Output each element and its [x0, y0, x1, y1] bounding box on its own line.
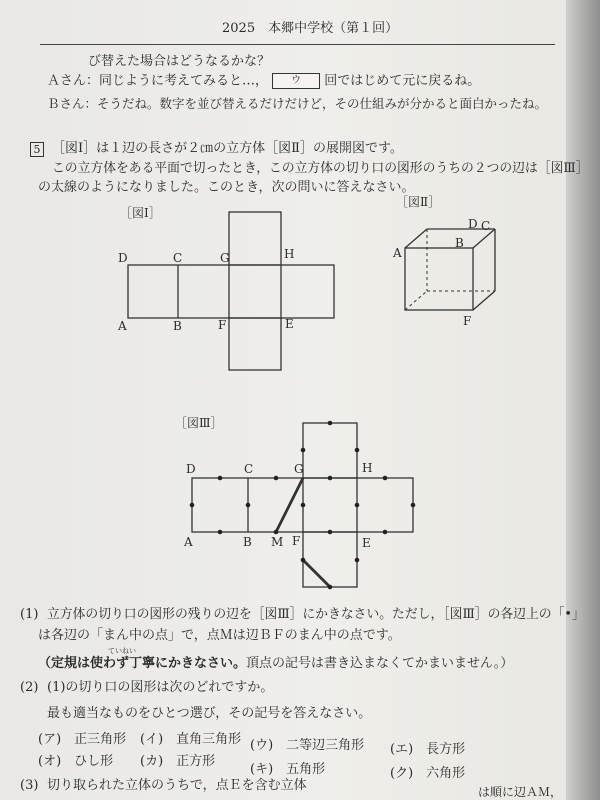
q1-line-2: は各辺の「まん中の点」で，点Ｍは辺ＢＦのまん中の点です。 [38, 628, 401, 643]
fig3-label-b: B [243, 535, 252, 549]
midpoint-dot [301, 448, 306, 453]
answer-box-u: ウ [272, 73, 320, 89]
prev-line-2b: 回ではじめて元に戻るね。 [324, 73, 481, 89]
fig2-label-a: A [393, 246, 402, 260]
midpoint-dot [218, 530, 223, 535]
fig1-label-a: A [118, 319, 127, 333]
fig3-label-a: A [184, 535, 193, 549]
fig1-strip [128, 265, 334, 318]
fig2-hidden-edge [405, 291, 427, 310]
problem-line-1: ［図Ⅰ］は１辺の長さが２㎝の立方体［図Ⅱ］の展開図です。 [52, 141, 403, 156]
midpoint-dot [328, 476, 333, 481]
q2-option: (オ) ひし形 [38, 754, 114, 769]
midpoint-dot [328, 585, 333, 590]
fig2-label-c: C [481, 219, 491, 233]
midpoint-dot [355, 558, 360, 563]
q1-ruby: ていねい [108, 647, 136, 655]
midpoint-dot [383, 476, 388, 481]
fig1-bottom-face [229, 318, 281, 370]
fig2-edge [473, 291, 495, 310]
q2-option: (イ) 直角三角形 [140, 732, 242, 747]
problem-line-3: の太線のようになりました。このとき，次の問いに答えなさい。 [38, 180, 415, 195]
fig1-label-c: C [173, 251, 183, 265]
fig2-cube [405, 229, 495, 310]
q1-line-3-bold: （定規は使わず丁寧にかきなさい。 [38, 656, 247, 671]
midpoint-dot [411, 503, 416, 508]
q1-line-1: 立方体の切り口の図形の残りの辺を［図Ⅲ］にかきなさい。ただし，［図Ⅲ］の各辺上の「•」 [47, 607, 585, 622]
fig1-label-e: E [285, 317, 294, 331]
fig1-top-face [229, 212, 281, 265]
fig2-label-f: F [463, 314, 472, 328]
midpoint-dot [218, 476, 223, 481]
q2-number: (2) [20, 680, 39, 695]
fig3-label-m: M [271, 535, 284, 549]
fig2-edge [405, 229, 427, 248]
midpoint-dot [328, 530, 333, 535]
fig3-label-g: G [294, 462, 304, 476]
fig3-bottom-face [303, 532, 357, 587]
q3-number: (3) [20, 778, 39, 793]
q2-option: (カ) 正方形 [140, 754, 216, 769]
fig3-top-face [303, 423, 357, 478]
midpoint-dot [301, 503, 306, 508]
fig3-label-f: F [292, 534, 301, 548]
cut-line-1 [276, 478, 303, 532]
q2-option: (ア) 正三角形 [38, 732, 127, 747]
q2-option: (エ) 長方形 [390, 742, 466, 757]
midpoint-dot [355, 503, 360, 508]
q2-line-2: 最も適当なものをひとつ選び，その記号を答えなさい。 [47, 706, 372, 721]
prev-line-2a: Ａさん：同じように考えてみると…， [47, 73, 269, 89]
fig3-label-c: C [244, 462, 254, 476]
prev-line-3: Ｂさん：そうだね。数字を並び替えるだけだけど，その仕組みが分かると面白かったね。 [47, 96, 548, 111]
fig1-net [128, 212, 334, 370]
cut-line-2 [303, 560, 330, 587]
q2-line-1: (1)の切り口の図形は次のどれですか。 [47, 680, 274, 695]
fig3-label-h: H [362, 461, 373, 475]
q2-option: (キ) 五角形 [250, 762, 326, 777]
midpoint-dot [246, 503, 251, 508]
fig3-caption: ［図Ⅲ］ [175, 416, 223, 430]
q2-option: (ク) 六角形 [390, 766, 466, 781]
q2-option: (ウ) 二等辺三角形 [250, 738, 365, 753]
fig1-label-f: F [218, 318, 227, 332]
midpoint-dot [274, 476, 279, 481]
fig3-label-d: D [186, 462, 196, 476]
fig1-label-g: G [220, 251, 230, 265]
midpoint-dot [328, 421, 333, 426]
page-header: 2025 本郷中学校（第１回） [222, 21, 399, 36]
q3-tail: は順に辺ＡＭ， [478, 785, 563, 799]
fig1-label-h: H [284, 247, 295, 261]
q1-number: (1) [20, 607, 39, 622]
midpoint-dot [383, 530, 388, 535]
midpoint-dot [301, 558, 306, 563]
q1-line-3-rest: 頂点の記号は書き込まなくてかまいません。） [246, 656, 514, 671]
midpoint-m [274, 530, 279, 535]
fig3-label-e: E [362, 536, 371, 550]
fig2-label-d: D [468, 217, 478, 231]
q3-line-1: 切り取られた立体のうちで，点Ｅを含む立体 [47, 778, 307, 793]
fig2-caption: ［図Ⅱ］ [396, 195, 441, 209]
problem-number: 5 [30, 142, 44, 157]
q1-line-3 [38, 656, 513, 672]
midpoint-dot [190, 503, 195, 508]
fig2-label-b: B [455, 236, 464, 250]
problem-line-2: この立方体をある平面で切ったとき，この立方体の切り口の図形のうちの２つの辺は［図Ⅲ］ [52, 161, 589, 176]
midpoint-dot [355, 448, 360, 453]
fig1-label-b: B [173, 319, 182, 333]
prev-line-1: び替えた場合はどうなるかな？ [88, 54, 271, 69]
fig1-caption: ［図Ⅰ］ [120, 206, 161, 220]
fig1-label-d: D [118, 251, 128, 265]
